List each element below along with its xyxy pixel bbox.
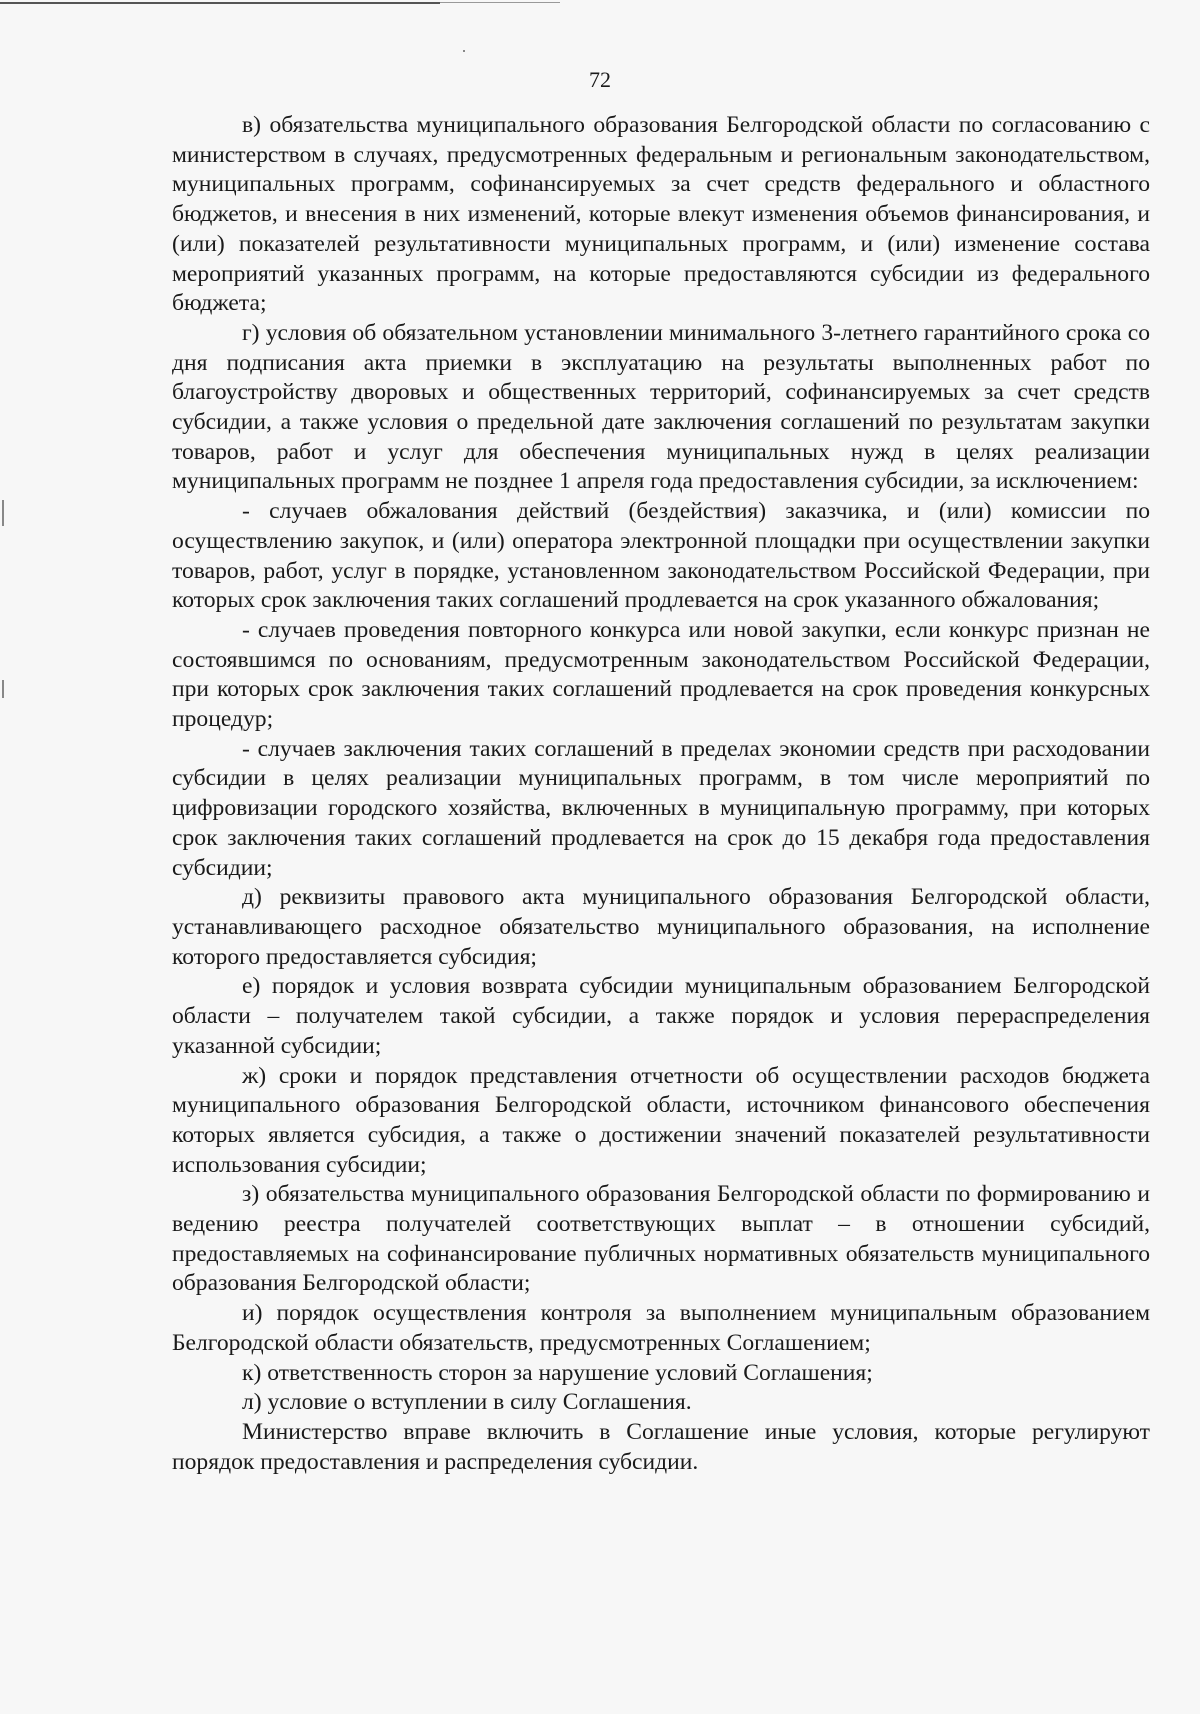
paragraph-exception-savings: - случаев заключения таких соглашений в пределах экономии средств при расходовании субсидии в целях реализации муниципальных программ, в том числе мероприятий по цифровизации городского хозяйства, включенных в муниципальную программу, при которых срок заключения таких соглашений продлевается на срок до 15 декабря года предоставления субсидии; <box>172 735 1150 881</box>
paragraph-z: з) обязательства муниципального образования Белгородской области по формированию и ведению реестра получателей соответствующих выплат – в отношении субсидий, предоставляемых на софинансирование публичных нормативных обязательств муниципального образования Белгородской области; <box>172 1181 1150 1297</box>
scan-edge-line <box>0 2 440 4</box>
paragraph-k: к) ответственность сторон за нарушение условий Соглашения; <box>242 1359 873 1386</box>
paragraph-v: в) обязательства муниципального образования Белгородской области по согласованию с министерством в случаях, предусмотренных федеральным и региональным законодательством, муниципальных программ, софинансируемых за счет средств федерального и областного бюджетов, и внесения в них изменений, которые влекут изменения объемов финансирования, и (или) показателей результативности муниципальных программ, и (или) изменение состава мероприятий указанных программ, на которые предоставляются субсидии из федерального бюджета; <box>172 112 1150 317</box>
page-number: 72 <box>589 67 611 92</box>
scan-edge-line-faint <box>440 2 560 3</box>
paragraph-l: л) условие о вступлении в силу Соглашения. <box>242 1389 692 1416</box>
paragraph-ministry: Министерство вправе включить в Соглашение иные условия, которые регулируют порядок предоставления и распределения субсидии. <box>172 1418 1150 1475</box>
scan-speck <box>463 50 465 52</box>
paragraph-exception-appeal: - случаев обжалования действий (бездействия) заказчика, и (или) комиссии по осуществлению закупок, и (или) оператора электронной площадки при осуществлении закупки товаров, работ, услуг в порядке, установленном законодательством Российской Федерации, при которых срок заключения таких соглашений продлевается на срок указанного обжалования; <box>172 498 1150 614</box>
paragraph-exception-retender: - случаев проведения повторного конкурса или новой закупки, если конкурс признан не состоявшимся по основаниям, предусмотренным законодательством Российской Федерации, при которых срок заключения таких соглашений продлевается на срок проведения конкурсных процедур; <box>172 616 1150 733</box>
paragraph-zh: ж) сроки и порядок представления отчетности об осуществлении расходов бюджета муниципального образования Белгородской области, источником финансового обеспечения которых является субсидия, а также о достижении значений показателей результативности использования субсидии; <box>172 1062 1150 1178</box>
paragraph-g: г) условия об обязательном установлении минимального 3-летнего гарантийного срока со дня подписания акта приемки в эксплуатацию на результаты выполненных работ по благоустройству дворовых и общественных территорий, софинансируемых за счет средств субсидии, а также условия о предельной дате заключения соглашений по результатам закупки товаров, работ и услуг для обеспечения муниципальных нужд в целях реализации муниципальных программ не позднее 1 апреля года предоставления субсидии, за исключением: <box>172 319 1150 495</box>
scan-margin-mark <box>2 680 4 698</box>
scan-margin-mark <box>2 500 4 526</box>
paragraph-d: д) реквизиты правового акта муниципального образования Белгородской области, устанавливающего расходное обязательство муниципального образования, на исполнение которого предоставляется субсидия; <box>172 884 1150 970</box>
paragraph-e: е) порядок и условия возврата субсидии муниципальным образованием Белгородской области – получателем такой субсидии, а также порядок и условия перераспределения указанной субсидии; <box>172 973 1150 1059</box>
paragraph-i: и) порядок осуществления контроля за выполнением муниципальным образованием Белгородской области обязательств, предусмотренных Соглашением; <box>172 1300 1150 1356</box>
document-body <box>172 111 1150 1477</box>
